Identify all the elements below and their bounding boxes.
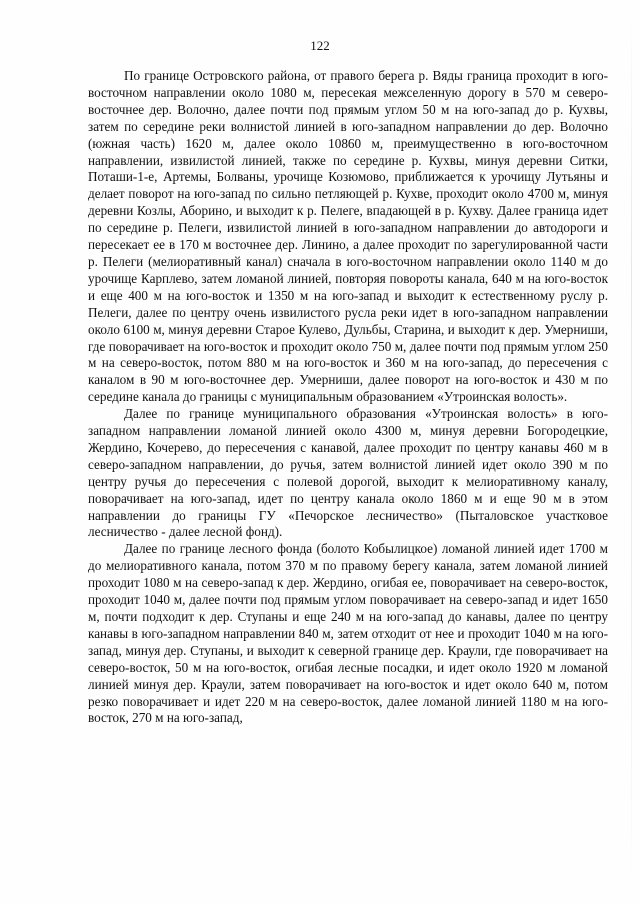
paragraph-3: Далее по границе лесного фонда (болото Кобылицкое) ломаной линией идет 1700 м до мелиоративного канала, потом 370 м по правому берегу канала, затем ломаной линией проходит 1080 м на северо-запад к дер. Жердино, огибая ее, поворачивает на северо-восток, проходит 1040 м, далее почти под прямым углом поворачивает на северо-запад и идет 1650 м, почти подходит к дер. Ступаны и еще 240 м на юго-запад до канавы, далее по центру канавы в юго-западном направлении 840 м, затем отходит от нее и проходит 1040 м на юго-запад, минуя дер. Ступаны, и выходит к северной границе дер. Краули, где поворачивает на северо-восток, 50 м на юго-восток, огибая лесные посадки, и идет около 1920 м ломаной линией минуя дер. Краули, затем поворачивает на юго-восток и идет около 640 м, потом резко поворачивает и идет 220 м на северо-восток, далее ломаной линией 1180 м на юго-восток, 270 м на юго-запад, xyxy=(88,541,608,726)
page-number: 122 xyxy=(310,38,330,53)
paragraph-2: Далее по границе муниципального образования «Утроинская волость» в юго-западном направлении ломаной линией около 4300 м, минуя деревни Богородецкие, Жердино, Кочерево, до пересечения с канавой, далее проходит по центру канавы 460 м в северо-западном направлении, до ручья, затем волнистой линией идет около 390 м по центру ручья до пересечения с полевой дорогой, выходит к мелиоративному каналу, поворачивает на юго-запад, идет по центру канала около 1860 м и еще 90 м в этом направлении до границы ГУ «Печорское лесничество» (Пыталовское участковое лесничество - далее лесной фонд). xyxy=(88,406,608,540)
body-text xyxy=(88,68,608,727)
scan-edge-shadow xyxy=(631,0,632,905)
paragraph-1: По границе Островского района, от правого берега р. Вяды граница проходит в юго-восточном направлении около 1080 м, пересекая межселенную дорогу в 570 м северо-восточнее дер. Волочно, далее почти под прямым углом 50 м на юго-запад до р. Кухвы, затем по середине реки волнистой линией в юго-западном направлении до дер. Волочно (южная часть) 1620 м, далее около 10860 м, преимущественно в юго-восточном направлении, извилистой линией, также по середине р. Кухвы, минуя деревни Ситки, Поташи-1-е, Артемы, Болваны, урочище Козюмово, приближается к урочищу Лутьяны и делает поворот на юго-запад по сильно петляющей р. Кухве, проходит около 4700 м, минуя деревни Козлы, Аборино, и выходит к р. Пелеге, впадающей в р. Кухву. Далее граница идет по середине р. Пелеги, извилистой линией в юго-западном направлении до автодороги и пересекает ее в 170 м восточнее дер. Линино, а далее проходит по зарегулированной части р. Пелеги (мелиоративный канал) сначала в юго-восточном направлении около 1140 м до урочище Карплево, затем ломаной линией, повторяя повороты канала, 640 м на юго-восток и еще 400 м на юго-восток и 1350 м на юго-запад и выходит к естественному руслу р. Пелеги, далее по центру очень извилистого русла реки идет в юго-западном направлении около 6100 м, минуя деревни Старое Кулево, Дульбы, Старина, и выходит к дер. Умерниши, где поворачивает на юго-восток и проходит около 750 м, далее почти под прямым углом 250 м на северо-восток, потом 880 м на юго-восток и 360 м на юго-запад, до пересечения с каналом в 90 м юго-восточнее дер. Умерниши, далее поворот на юго-восток и 430 м по середине канала до границы с муниципальным образованием «Утроинская волость». xyxy=(88,68,608,405)
